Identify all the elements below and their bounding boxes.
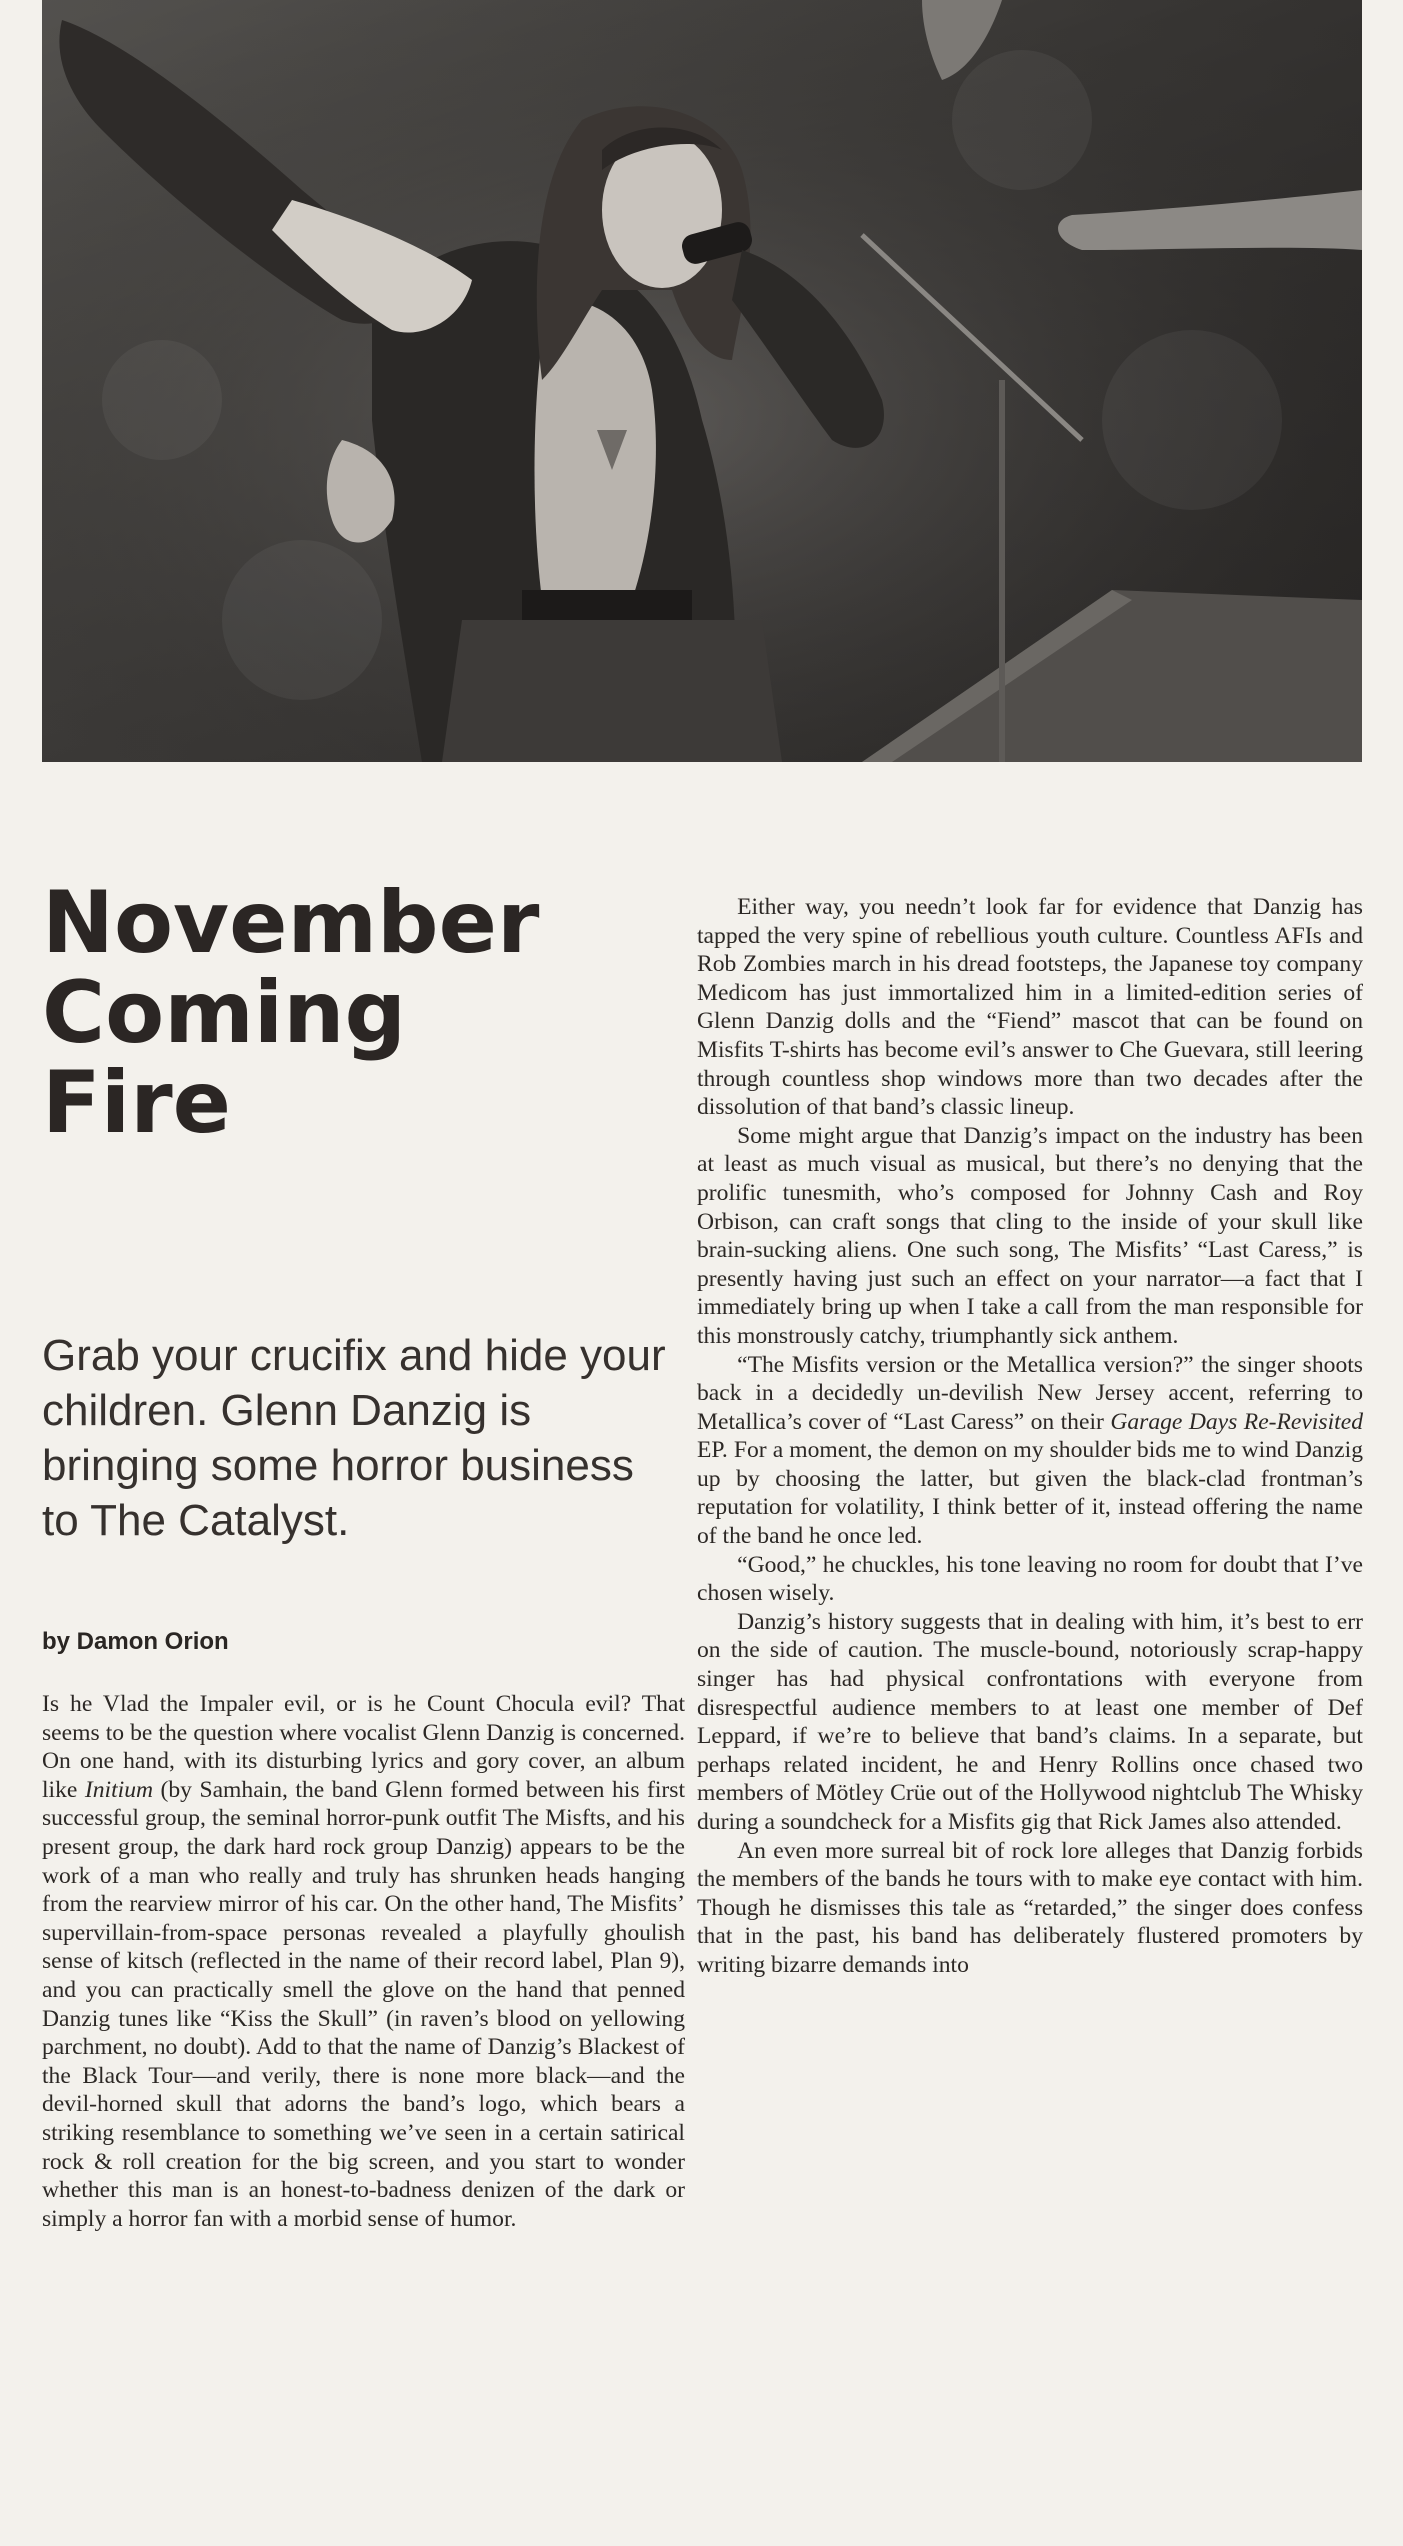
article-column-right: [697, 893, 1363, 1980]
singer-illustration: [42, 0, 1362, 762]
paragraph: Danzig’s history suggests that in dealing with him, it’s best to err on the side of caution. The muscle-bound, notoriously scrap-happy singer has had physical confrontations with everyone from disrespectful audience members to at least one member of Def Leppard, if we’re to believe that band’s claims. In a separate, but perhaps related incident, he and Henry Rollins once chased two members of Mötley Crüe out of the Hollywood nightclub The Whisky during a soundcheck for a Misfits gig that Rick James also attended.: [697, 1608, 1363, 1835]
paragraph: Some might argue that Danzig’s impact on the industry has been at least as much visual as musical, but there’s no denying that the prolific tunesmith, who’s composed for Johnny Cash and Roy Orbison, can craft songs that cling to the inside of your skull like brain-sucking aliens. One such song, The Misfits’ “Last Caress,” is presently having just such an effect on your narrator—a fact that I immediately bring up when I take a call from the man responsible for this monstrously catchy, triumphantly sick anthem.: [697, 1122, 1363, 1349]
paragraph: An even more surreal bit of rock lore alleges that Danzig forbids the members of the bands he tours with to make eye contact with him. Though he dismisses this tale as “retarded,” the singer does confess that in the past, his band has deliberately flustered promoters by writing bizarre demands into: [697, 1837, 1363, 1978]
article-column-left: [42, 1690, 685, 2233]
article-deck: Grab your crucifix and hide your children. Glenn Danzig is bringing some horror business to The Catalyst.: [42, 1331, 666, 1545]
paragraph: “Good,” he chuckles, his tone leaving no room for doubt that I’ve chosen wisely.: [697, 1551, 1363, 1607]
concert-photo: [42, 0, 1362, 762]
paragraph: Either way, you needn’t look far for evidence that Danzig has tapped the very spine of rebellious youth culture. Countless AFIs and Rob Zombies march in his dread footsteps, the Japanese toy company Medicom has just immortalized him in a limited-edition series of Glenn Danzig dolls and the “Fiend” mascot that can be found on Misfits T-shirts has become evil’s answer to Che Guevara, still leering through countless shop windows more than two decades after the dissolution of that band’s classic lineup.: [697, 894, 1363, 1121]
paragraph-text: EP. For a moment, the demon on my shoulder bids me to wind Danzig up by choosing the latter, but given the black-clad frontman’s reputation for volatility, I think better of it, instead offering the name of the band he once led.: [697, 1437, 1363, 1550]
album-title: Initium: [84, 1776, 154, 1803]
paragraph-text: Is he Vlad the Impaler evil, or is he Count Chocula evil? That seems to be the question where vocalist Glenn Danzig is concerned. On one hand, with its disturbing lyrics and gory cover, an album like: [42, 1691, 685, 1803]
paragraph: [42, 1690, 685, 2233]
headline-line-2: Coming: [42, 963, 407, 1063]
headline-line-3: Fire: [42, 1053, 231, 1153]
article-byline: by Damon Orion: [42, 1628, 229, 1655]
paragraph-text: (by Samhain, the band Glenn formed between his first successful group, the seminal horror-punk outfit The Misfts, and his present group, the dark hard rock group Danzig) appears to be the work of a man who really and truly has shrunken heads hanging from the rearview mirror of his car. On the other hand, The Misfits’ supervillain-from-space personas revealed a playfully ghoulish sense of kitsch (reflected in the name of their record label, Plan 9), and you can practically smell the glove on the hand that penned Danzig tunes like “Kiss the Skull” (in raven’s blood on yellowing parchment, no doubt). Add to that the name of Danzig’s Blackest of the Black Tour—and verily, there is none more black—and the devil-horned skull that adorns the band’s logo, which bears a striking resemblance to something we’ve seen in a certain satirical rock & roll creation for the big screen, and you start to wonder whether this man is an honest-to-badness denizen of the dark or simply a horror fan with a morbid sense of humor.: [42, 1776, 685, 2232]
article-headline: [42, 873, 682, 1153]
headline-line-1: November: [42, 873, 540, 973]
album-title: Garage Days Re-Revisited: [1110, 1408, 1363, 1435]
paragraph: [697, 1351, 1363, 1551]
paragraph-text: “The Misfits version or the Metallica version?” the singer shoots back in a decidedly un-devilish New Jersey accent, referring to Metallica’s cover of “Last Caress” on their: [697, 1351, 1363, 1435]
